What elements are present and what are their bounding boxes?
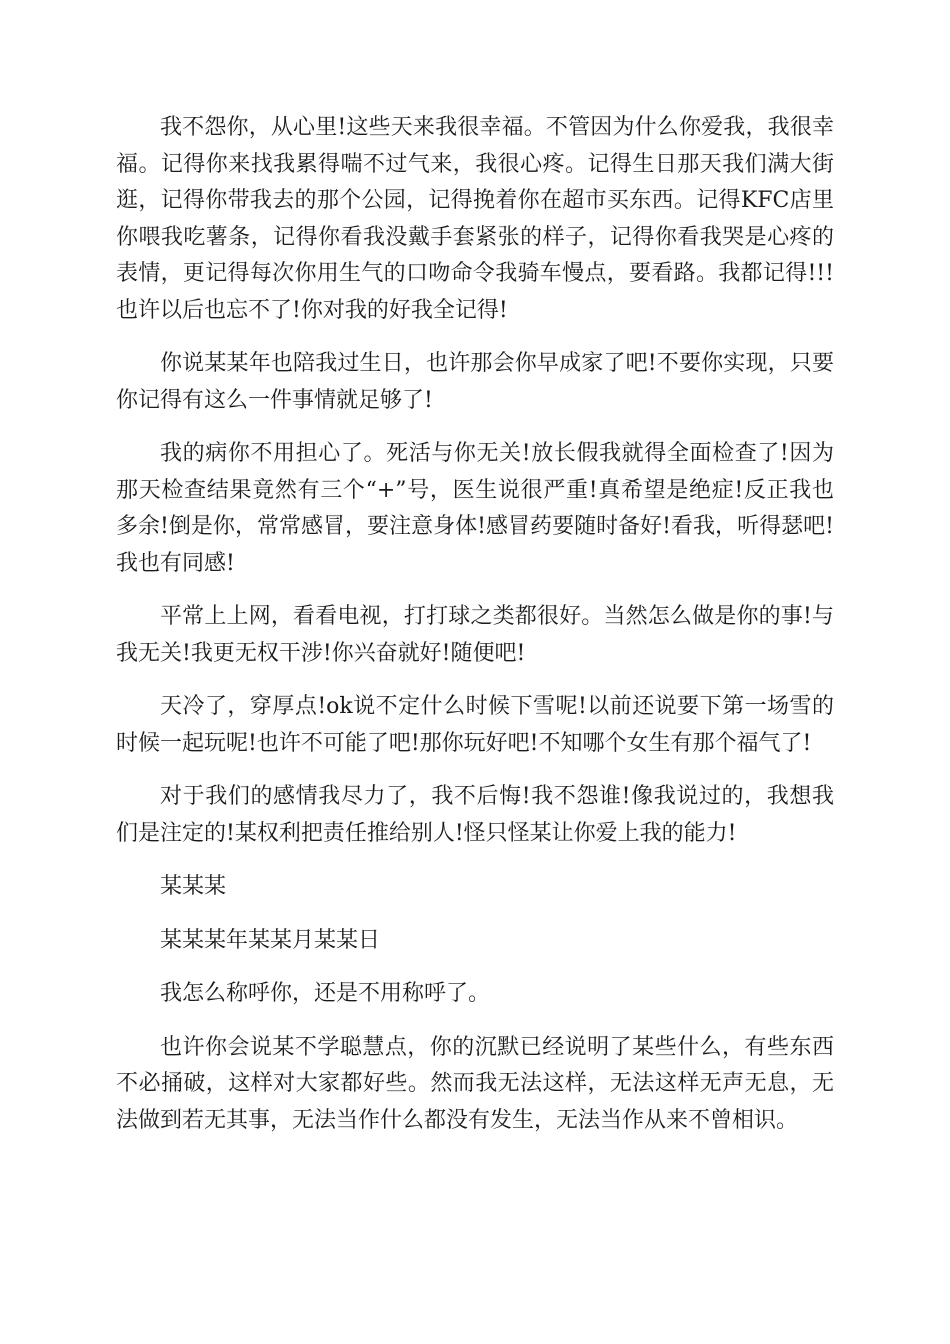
paragraph-7: 我怎么称呼你，还是不用称呼了。 <box>160 981 491 1006</box>
signature-name: 某某某 <box>160 874 227 899</box>
paragraph-8: 也许你会说某不学聪慧点，你的沉默已经说明了某些什么，有些东西不必捅破，这样对大家都好些。然而我无法这样，无法这样无声无息，无法做到若无其事，无法当作什么都没有发生，无法当作从来不曾相识。 <box>116 1034 834 1133</box>
document-body <box>116 110 834 1156</box>
paragraph-1: 我不怨你，从心里!这些天来我很幸福。不管因为什么你爱我，我很幸福。记得你来找我累得喘不过气来，我很心疼。记得生日那天我们满大街逛，记得你带我去的那个公园，记得挽着你在超市买东西。记得KFC店里你喂我吃薯条，记得你看我没戴手套紧张的样子，记得你看我哭是心疼的表情，更记得每次你用生气的口吻命令我骑车慢点，要看路。我都记得!!!也许以后也忘不了!你对我的好我全记得! <box>116 115 834 323</box>
paragraph-2: 你说某某年也陪我过生日，也许那会你早成家了吧!不要你实现，只要你记得有这么一件事情就足够了! <box>116 351 834 413</box>
paragraph-4: 平常上上网，看看电视，打打球之类都很好。当然怎么做是你的事!与我无关!我更无权干涉!你兴奋就好!随便吧! <box>116 604 834 666</box>
signature-date: 某某某年某某月某某日 <box>160 927 381 953</box>
paragraph-6: 对于我们的感情我尽力了，我不后悔!我不怨谁!像我说过的，我想我们是注定的!某权利把责任推给别人!怪只怪某让你爱上我的能力! <box>116 784 834 846</box>
paragraph-5: 天冷了，穿厚点!ok说不定什么时候下雪呢!以前还说要下第一场雪的时候一起玩呢!也许不可能了吧!那你玩好吧!不知哪个女生有那个福气了! <box>116 694 834 756</box>
paragraph-3: 我的病你不用担心了。死活与你无关!放长假我就得全面检查了!因为那天检查结果竟然有三个“+”号，医生说很严重!真希望是绝症!反正我也多余!倒是你，常常感冒，要注意身体!感冒药要随时备好!看我，听得瑟吧!我也有同感! <box>116 441 834 576</box>
